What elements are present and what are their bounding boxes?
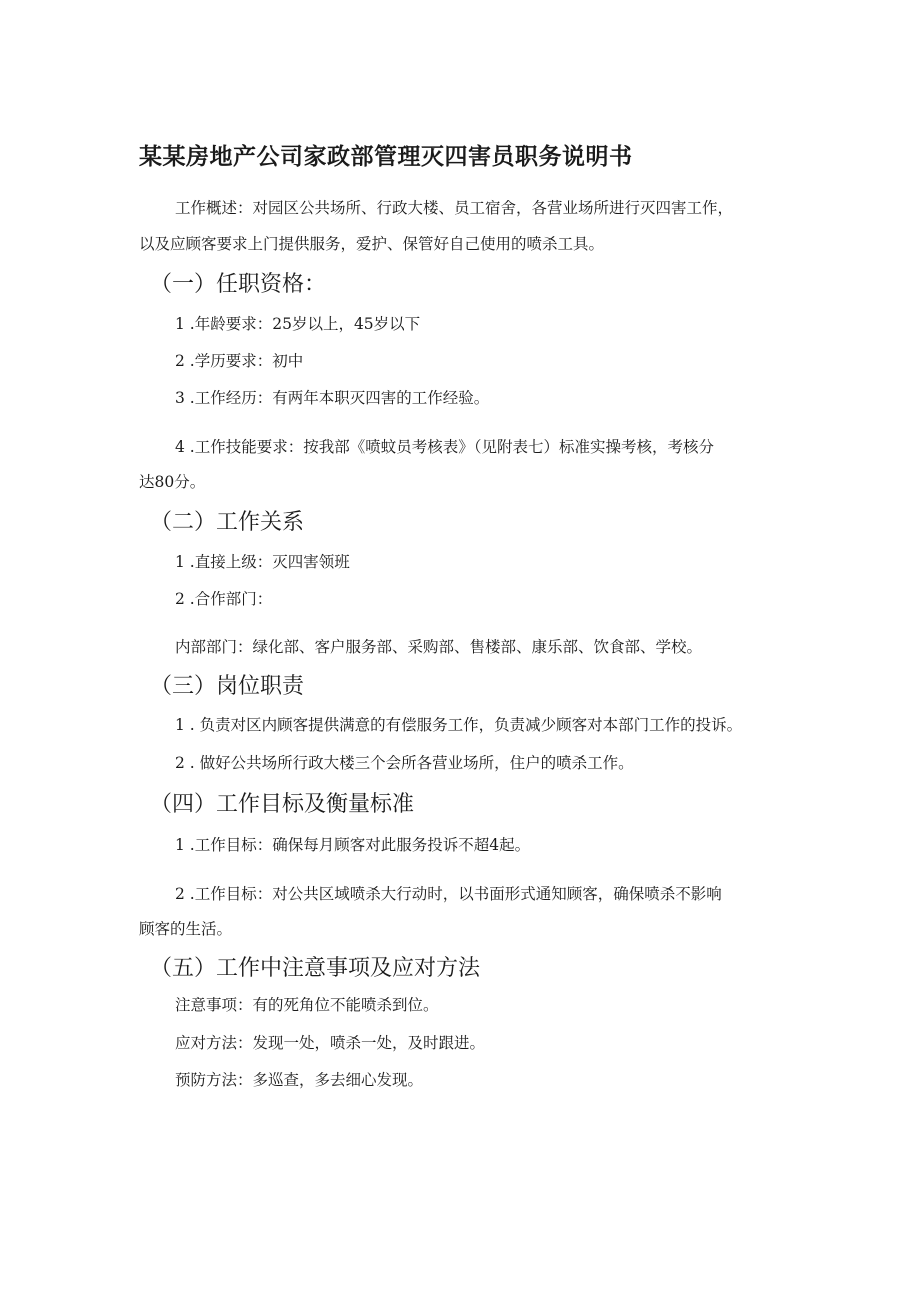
section-heading-notes: （五）工作中注意事项及应对方法 xyxy=(150,956,481,981)
section-heading-goals: （四）工作目标及衡量标准 xyxy=(150,792,415,817)
overview-line-1: 工作概述：对园区公共场所、行政大楼、员工宿舍，各营业场所进行灭四害工作， xyxy=(175,199,734,217)
list-item: 1 .年龄要求：25岁以上，45岁以下 xyxy=(175,315,421,333)
list-item: 3 .工作经历：有两年本职灭四害的工作经验。 xyxy=(175,389,490,407)
list-item: 达80分。 xyxy=(139,473,206,491)
section-heading-duties: （三）岗位职责 xyxy=(150,674,305,699)
list-item: 4 .工作技能要求：按我部《喷蚊员考核表》（见附表七）标准实操考核，考核分 xyxy=(175,438,714,456)
overview-line-2: 以及应顾客要求上门提供服务，爱护、保管好自己使用的喷杀工具。 xyxy=(139,235,605,253)
list-item: 2 . 做好公共场所行政大楼三个会所各营业场所，住户的喷杀工作。 xyxy=(175,754,634,772)
list-item: 2 .合作部门： xyxy=(175,590,273,608)
list-item: 2 .工作目标：对公共区域喷杀大行动时，以书面形式通知顾客，确保喷杀不影响 xyxy=(175,885,722,903)
section-heading-qualifications: （一）任职资格： xyxy=(150,272,327,297)
list-item: 1 . 负责对区内顾客提供满意的有偿服务工作，负责减少顾客对本部门工作的投诉。 xyxy=(175,716,743,734)
list-item: 2 .学历要求：初中 xyxy=(175,352,304,370)
section-heading-relations: （二）工作关系 xyxy=(150,510,305,535)
list-item: 1 .工作目标：确保每月顾客对此服务投诉不超4起。 xyxy=(175,836,531,854)
list-item: 内部部门：绿化部、客户服务部、采购部、售楼部、康乐部、饮食部、学校。 xyxy=(175,638,703,656)
list-item: 应对方法：发现一处，喷杀一处，及时跟进。 xyxy=(175,1034,486,1052)
list-item: 注意事项：有的死角位不能喷杀到位。 xyxy=(175,996,439,1014)
list-item: 顾客的生活。 xyxy=(139,920,233,938)
list-item: 预防方法：多巡查，多去细心发现。 xyxy=(175,1071,424,1089)
list-item: 1 .直接上级：灭四害领班 xyxy=(175,553,350,571)
document-title: 某某房地产公司家政部管理灭四害员职务说明书 xyxy=(139,144,633,170)
